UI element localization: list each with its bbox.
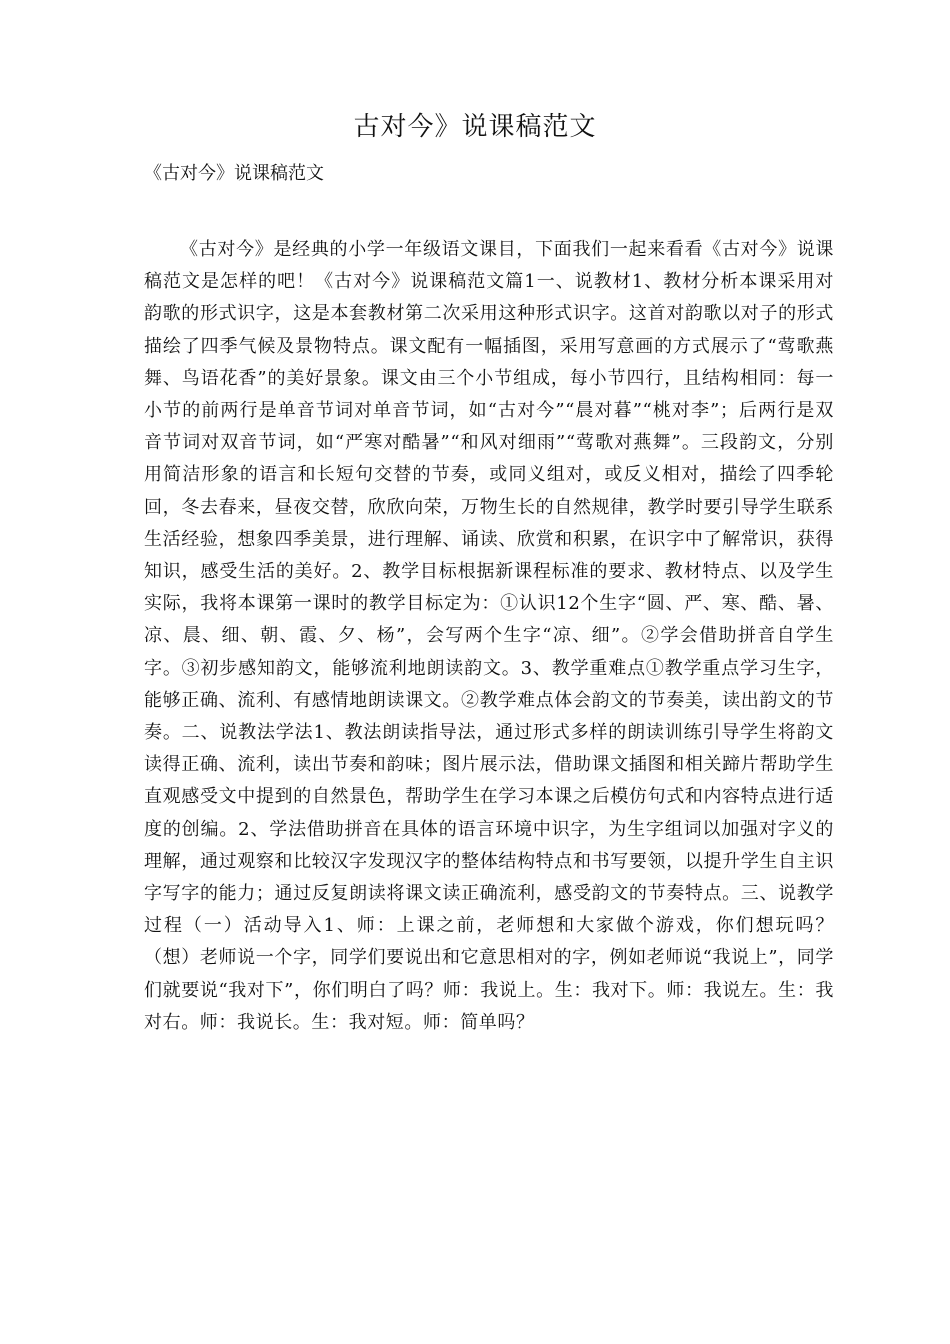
document-body-paragraph: 《古对今》是经典的小学一年级语文课目，下面我们一起来看看《古对今》说课稿范文是怎样的吧！《古对今》说课稿范文篇1一、说教材1、教材分析本课采用对韵歌的形式识字，这是本套教材第二次采用这种形式识字。这首对韵歌以对子的形式描绘了四季气候及景物特点。课文配有一幅插图，采用写意画的方式展示了“莺歌燕舞、鸟语花香”的美好景象。课文由三个小节组成，每小节四行，且结构相同：每一小节的前两行是单音节词对单音节词，如“古对今”“晨对暮”“桃对李”；后两行是双音节词对双音节词，如“严寒对酷暑”“和风对细雨”“莺歌对燕舞”。三段韵文，分别用简洁形象的语言和长短句交替的节奏，或同义组对，或反义相对，描绘了四季轮回，冬去春来，昼夜交替，欣欣向荣，万物生长的自然规律，教学时要引导学生联系生活经验，想象四季美景，进行理解、诵读、欣赏和积累，在识字中了解常识，获得知识，感受生活的美好。2、教学目标根据新课程标准的要求、教材特点、以及学生实际，我将本课第一课时的教学目标定为：①认识12个生字“圆、严、寒、酷、暑、凉、晨、细、朝、霞、夕、杨”，会写两个生字“凉、细”。②学会借助拼音自学生字。③初步感知韵文，能够流利地朗读韵文。3、教学重难点①教学重点学习生字，能够正确、流利、有感情地朗读课文。②教学难点体会韵文的节奏美，读出韵文的节奏。二、说教法学法1、教法朗读指导法，通过形式多样的朗读训练引导学生将韵文读得正确、流利，读出节奏和韵味；图片展示法，借助课文插图和相关蹄片帮助学生直观感受文中提到的自然景色，帮助学生在学习本课之后模仿句式和内容特点进行适度的创编。2、学法借助拼音在具体的语言环境中识字，为生字组词以加强对字义的理解，通过观察和比较汉字发现汉字的整体结构特点和书写要领，以提升学生自主识字写字的能力；通过反复朗读将课文读正确流利，感受韵文的节奏特点。三、说教学过程（一）活动导入1、师：上课之前，老师想和大家做个游戏，你们想玩吗？（想）老师说一个字，同学们要说出和它意思相对的字，例如老师说“我说上”，同学们就要说“我对下”，你们明白了吗？师：我说上。生：我对下。师：我说左。生：我对右。师：我说长。生：我对短。师：简单吗？	[144, 239, 834, 1033]
document-subtitle: 《古对今》说课稿范文	[144, 163, 324, 184]
document-title: 古对今》说课稿范文	[353, 112, 597, 142]
